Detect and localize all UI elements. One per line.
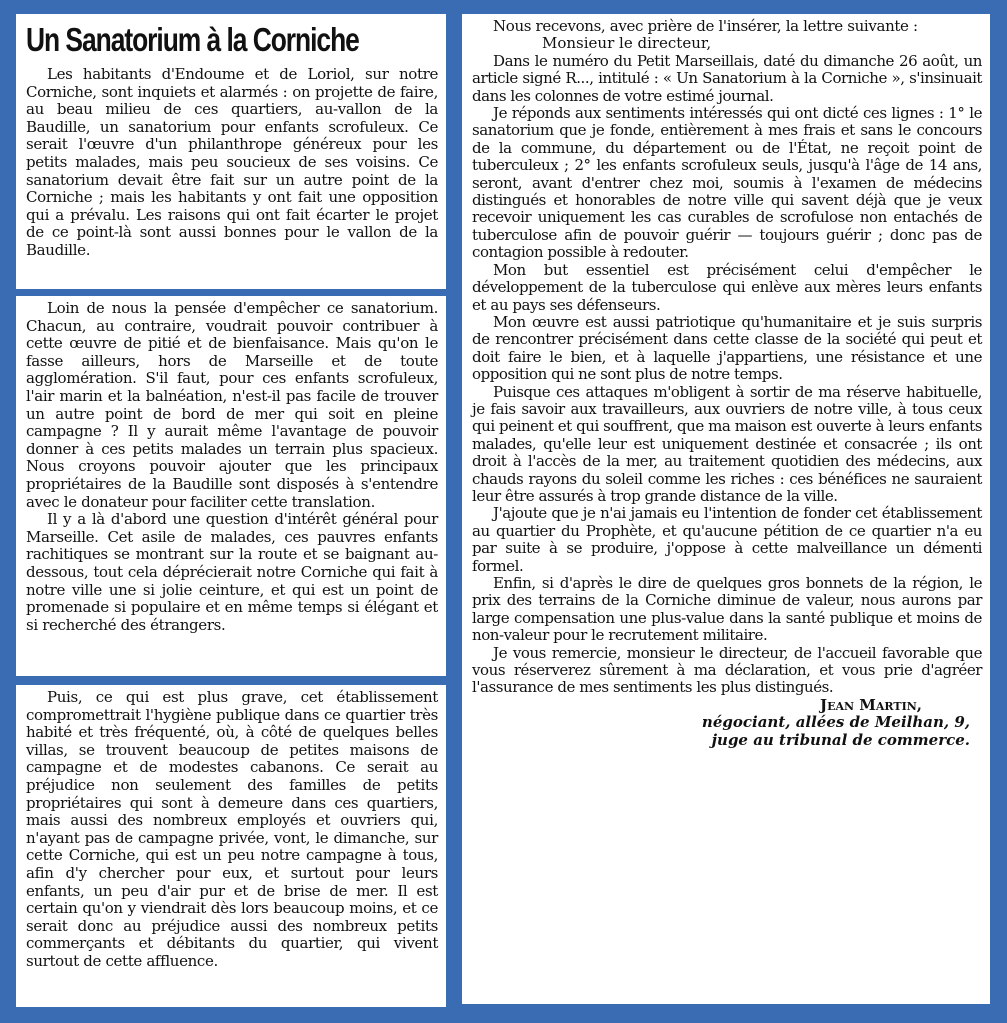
article-panel-top	[16, 14, 446, 289]
article-paragraph: Puis, ce qui est plus grave, cet établissement compromettrait l'hygiène publique dans ce quartier très habité et très fréquenté, où, à côté de quelques belles villas, se trouvent beaucoup de petites maisons de campagne et de modestes cabanons. Ce serait au préjudice non seulement des familles de petits propriétaires qui sont à demeure dans ces quartiers, mais aussi des nombreux employés et ouvriers qui, n'ayant pas de campagne privée, vont, le dimanche, sur cette Corniche, qui est un peu notre campagne à tous, afin d'y chercher pour eux, et surtout pour leurs enfants, un peu d'air pur et de brise de mer. Il est certain qu'on y viendrait dès lors beaucoup moins, et ce serait donc au préjudice aussi des nombreux petits commerçants et débitants du quartier, qui vivent surtout de cette affluence.	[26, 688, 438, 970]
letter-salutation: Monsieur le directeur,	[542, 34, 712, 53]
letter-signature-name: Jean Martin,	[820, 695, 922, 714]
letter-panel	[462, 14, 990, 1004]
letter-intro: Nous recevons, avec prière de l'insérer, la lettre suivante :	[493, 17, 918, 35]
letter-paragraph: Mon but essentiel est précisément celui d'empêcher le développement de la tuberculose qui enlève aux mères leurs enfants et au pays ses défenseurs.	[472, 260, 982, 314]
letter-paragraph: Mon œuvre est aussi patriotique qu'humanitaire et je suis surpris de rencontrer précisément dans cette classe de la société qui peut et doit faire le bien, et à laquelle j'appartiens, une résistance et une opposition qui ne sont plus de notre temps.	[472, 312, 982, 384]
letter-paragraph: Je vous remercie, monsieur le directeur, de l'accueil favorable que vous réserverez sûrement à ma déclaration, et vous prie d'agréer l'assurance de mes sentiments les plus distingués.	[472, 643, 982, 697]
article-panel-bottom	[16, 685, 446, 1007]
letter-signature-line: juge au tribunal de commerce.	[711, 730, 970, 749]
letter-paragraph: Puisque ces attaques m'obligent à sortir de ma réserve habituelle, je fais savoir aux travailleurs, aux ouvriers de notre ville, à tous ceux qui peinent et qui souffrent, que ma maison est ouverte à leurs enfants malades, qu'elle leur est uniquement destinée et consacrée ; ils ont droit à l'accès de la mer, au traitement quotidien des médecins, aux chauds rayons du soleil comme les riches : ces bénéfices ne sauraient leur être assurés à trop grande distance de la ville.	[472, 382, 982, 505]
letter-signature-line: négociant, allées de Meilhan, 9,	[701, 713, 970, 732]
article-panel-middle	[16, 296, 446, 676]
letter-paragraph: Dans le numéro du Petit Marseillais, daté du dimanche 26 août, un article signé R..., intitulé : « Un Sanatorium à la Corniche », s'insinuait dans les colonnes de votre estimé journal.	[472, 51, 982, 105]
letter-paragraph: J'ajoute que je n'ai jamais eu l'intention de fonder cet établissement au quartier du Prophète, et qu'aucune pétition de ce quartier n'a eu par suite à se produire, j'oppose à cette malveillance un démenti formel.	[472, 504, 982, 575]
article-paragraph: Il y a là d'abord une question d'intérêt général pour Marseille. Cet asile de malades, ces pauvres enfants rachitiques se montrant sur la route et se baignant au-dessous, tout cela déprécierait notre Corniche qui fait à notre ville une si jolie ceinture, et qui est un point de promenade si populaire et en même temps si élégant et si recherché des étrangers.	[26, 510, 438, 634]
article-headline: Un Sanatorium à la Corniche	[26, 21, 359, 58]
letter-body	[472, 53, 982, 697]
article-paragraph: Les habitants d'Endoume et de Loriol, sur notre Corniche, sont inquiets et alarmés : on projette de faire, au beau milieu de ces quartiers, au-vallon de la Baudille, un sanatorium pour enfants scrofuleux. Ce serait l'œuvre d'un philanthrope généreux pour les petits malades, mais peu soucieux de ses voisins. Ce sanatorium devait être fait sur un autre point de la Corniche ; mais les habitants y ont fait une opposition qui a prévalu. Les raisons qui ont fait écarter le projet de ce point-là sont aussi bonnes pour le vallon de la Baudille.	[26, 65, 438, 259]
article-paragraph: Loin de nous la pensée d'empêcher ce sanatorium. Chacun, au contraire, voudrait pouvoir contribuer à cette œuvre de pitié et de bienfaisance. Mais qu'on le fasse ailleurs, hors de Marseille et de toute agglomération. S'il faut, pour ces enfants scrofuleux, l'air marin et la balnéation, n'est-il pas facile de trouver un autre point de bord de mer qui soit en pleine campagne ? Il y aurait même l'avantage de pouvoir donner à ces petits malades un terrain plus spacieux. Nous croyons pouvoir ajouter que les principaux propriétaires de la Baudille sont disposés à s'entendre avec le donateur pour faciliter cette translation.	[26, 299, 438, 511]
letter-paragraph: Je réponds aux sentiments intéressés qui ont dicté ces lignes : 1° le sanatorium que je fonde, entièrement à mes frais et sans le concours de la commune, du département ou de l'État, ne reçoit point de tuberculeux ; 2° les enfants scrofuleux seuls, jusqu'à l'âge de 14 ans, seront, avant d'entrer chez moi, soumis à l'examen de médecins distingués et honorables de notre ville qui savent déjà que je veux recevoir uniquement les cas curables de scrofulose non entachés de tuberculose afin de pouvoir guérir — toujours guérir ; donc pas de contagion possible à redouter.	[472, 104, 982, 262]
letter-paragraph: Enfin, si d'après le dire de quelques gros bonnets de la région, le prix des terrains de la Corniche diminue de valeur, nous aurons par large compensation une plus-value dans la santé publique et moins de non-valeur pour le recrutement militaire.	[472, 574, 982, 645]
